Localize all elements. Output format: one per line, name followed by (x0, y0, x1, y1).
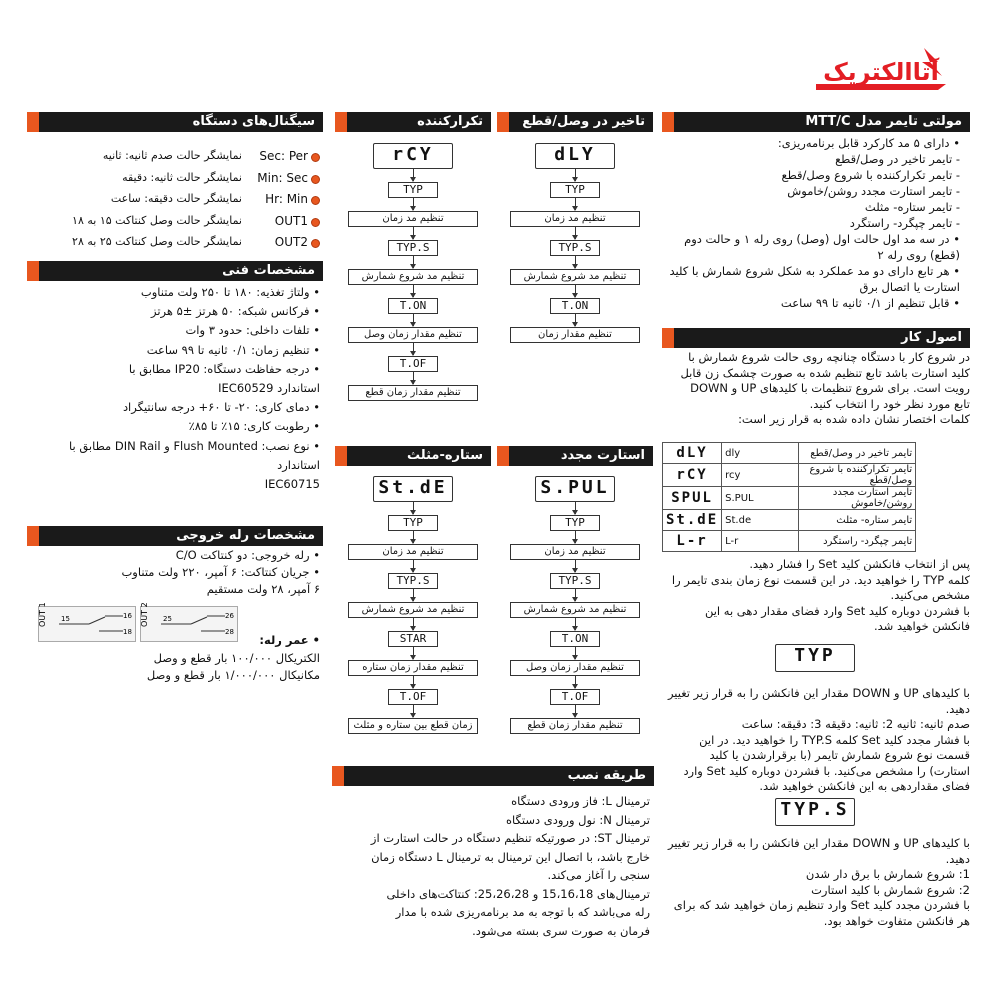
signal-led-icon (311, 153, 320, 162)
svg-text:15: 15 (61, 615, 70, 623)
flow-arrow (575, 169, 576, 181)
signal-key: OUT1 (274, 213, 308, 228)
flow-arrow (413, 705, 414, 717)
abbreviation-code: L-r (722, 531, 799, 552)
flow-step-code: T.ON (550, 298, 600, 314)
flow-step-code: T.OF (550, 689, 600, 705)
typs-line: با فشردن مجدد کلید Set وارد تنظیم زمان خواهید شد که برای (673, 898, 970, 912)
principle-line: کلمات اختصار نشان داده شده به قرار زیر است: (738, 412, 970, 426)
tech-spec-line: • فرکانس شبکه: ۵۰ هرتز ±۵ هرتز (30, 302, 320, 321)
abbreviation-desc: تایمر چپگرد- راستگرد (799, 531, 916, 552)
tech-spec-line: • نوع نصب: Flush Mounted و DIN Rail مطابق با استاندارد (30, 437, 320, 475)
svg-text:25: 25 (163, 615, 172, 623)
after-codes-text (656, 557, 970, 635)
model-feature-line: - تایمر ستاره- مثلث (864, 200, 960, 214)
install-line: رله می‌باشد که با توجه به مد برنامه‌ریزی شده با مدار (395, 905, 650, 919)
typs-line: 1: شروع شمارش با برق دار شدن (805, 867, 970, 881)
signal-key: Hr: Min (265, 192, 308, 206)
typ-line: دهید. (945, 701, 970, 716)
flow-step-code: TYP (550, 182, 600, 198)
flow-step-label: تنظیم مد زمان (510, 211, 640, 227)
flow-step-code: T.OF (388, 689, 438, 705)
install-line: فرمان به صورت سری بسته می‌شود. (472, 923, 650, 938)
section-header-repeat: تکرارکننده (335, 112, 491, 132)
svg-text:28: 28 (225, 628, 234, 636)
abbreviation-desc: تایمر تکرارکننده با شروع وصل/قطع (799, 464, 916, 487)
install-line: ترمینال ST: در صورتیکه تنظیم دستگاه در حالت استارت از (370, 831, 650, 845)
abbreviation-lcd: SPUL (663, 487, 722, 510)
flow-step-label: تنظیم مد شروع شمارش (348, 269, 478, 285)
principle-line: تابع مورد نظر خود را انتخاب کنید. (809, 396, 970, 411)
signal-row (30, 191, 320, 209)
typs-line: هر فانکشن متفاوت خواهد بود. (823, 913, 970, 928)
tech-spec-line: • درجه حفاظت دستگاه: IP20 مطابق با (30, 360, 320, 379)
flow-arrow (575, 502, 576, 514)
principle-text (660, 350, 970, 428)
flow-arrow (413, 372, 414, 384)
section-header-signals: سیگنال‌های دستگاه (27, 112, 323, 132)
install-text (336, 792, 650, 940)
model-feature-line: - تایمر تکرارکننده با شروع وصل/قطع (781, 168, 960, 182)
flow-step-code: STAR (388, 631, 438, 647)
flow-step-label: تنظیم مقدار زمان ستاره (348, 660, 478, 676)
section-header-ondelay: تاخیر در وصل/قطع (497, 112, 653, 132)
flow-arrow (575, 618, 576, 630)
flow-step-label: تنظیم مد شروع شمارش (510, 269, 640, 285)
flow-step-label: تنظیم مقدار زمان وصل (510, 660, 640, 676)
after-codes-line: مشخص می‌کنید. (890, 588, 970, 602)
section-header-restart: استارت مجدد (497, 446, 653, 466)
typ-line: با کلیدهای UP و DOWN مقدار این فانکشن را به قرار زیر تغییر (667, 686, 970, 700)
flow-lcd-display: rCY (373, 143, 453, 169)
abbreviation-code: St.de (722, 510, 799, 531)
install-line: ترمینال N: نول ورودی دستگاه (505, 812, 650, 827)
model-feature-line: (قطع) روی رله ۲ (877, 248, 960, 262)
tech-spec-line: • رطوبت کاری: ۱۵٪ تا ۸۵٪ (30, 417, 320, 436)
principle-line: رویت است. برای شروع تنظیمات با کلیدهای UP و DOWN (690, 381, 970, 395)
model-feature-line: • در سه مد اول حالت اول (وصل) روی رله ۱ و حالت دوم (660, 231, 960, 247)
flow-arrow (413, 531, 414, 543)
flow-lcd-display: S.PUL (535, 476, 615, 502)
signal-led-icon (311, 239, 320, 248)
flow-step-label: تنظیم مد زمان (510, 544, 640, 560)
flow-step-code: TYP (388, 515, 438, 531)
flow-step-code: TYP.S (550, 573, 600, 589)
tech-spec-list (30, 283, 320, 494)
install-line: ترمینال‌های 15،16،18 و 25،26،28: کنتاکت‌های داخلی (386, 886, 650, 901)
flow-step-code: TYP (550, 515, 600, 531)
flow-arrow (413, 502, 414, 514)
svg-text:OUT 1: OUT 1 (38, 602, 47, 627)
signal-desc: نمایشگر حالت دقیقه: ساعت (110, 192, 242, 205)
tech-spec-line: • ولتاژ تغذیه: ۱۸۰ تا ۲۵۰ ولت متناوب (30, 283, 320, 302)
section-header-install: طریقه نصب (332, 766, 654, 786)
output-spec-line: • رله خروجی: دو کنتاکت C/O (30, 547, 320, 564)
typ-line: با فشار مجدد کلید Set کلمه TYP.S را خواهید دید. در این (699, 732, 970, 747)
model-feature-line: • هر تابع دارای دو مد عملکرد به شکل شروع شمارش با کلید (660, 263, 960, 279)
typs-line: با کلیدهای UP و DOWN مقدار این فانکشن را به قرار زیر تغییر (667, 836, 970, 850)
abbreviation-lcd: L-r (663, 531, 722, 552)
flow-step-code: TYP (388, 182, 438, 198)
typs-description (656, 836, 970, 929)
signal-desc: نمایشگر حالت وصل کنتاکت ۱۵ به ۱۸ (72, 213, 242, 227)
svg-text:18: 18 (123, 628, 132, 636)
flow-step-code: T.OF (388, 356, 438, 372)
flow-step-label: تنظیم مقدار زمان (510, 327, 640, 343)
abbreviation-row (663, 443, 916, 464)
after-codes-line: با فشردن دوباره کلید Set وارد فضای مقدار دهی به این (704, 603, 970, 618)
install-line: خارج باشد، با اتصال این ترمینال به ترمینال L دستگاه زمان (371, 849, 650, 864)
signal-desc: نمایشگر حالت وصل کنتاکت ۲۵ به ۲۸ (72, 235, 242, 248)
relay-life-line: الکتریکال ۱۰۰/۰۰۰ بار قطع و وصل (153, 651, 320, 665)
svg-text:OUT 2: OUT 2 (140, 602, 149, 627)
after-codes-line: فانکشن خواهید شد. (873, 619, 970, 633)
flow-arrow (575, 647, 576, 659)
lcd-typs-display: TYP.S (775, 798, 855, 826)
after-codes-line: کلمه TYP را خواهید دید. در این قسمت نوع زمان بندی تایمر را (671, 572, 970, 587)
flow-arrow (413, 676, 414, 688)
typ-line: صدم ثانیه: ثانیه 2: ثانیه: دقیقه 3: دقیقه: ساعت (741, 717, 970, 731)
tech-spec-line: • دمای کاری: ۲۰- تا ۶۰+ درجه سانتیگراد (30, 398, 320, 417)
abbreviation-row (663, 531, 916, 552)
model-feature-line: - تایمر تاخیر در وصل/قطع (835, 152, 960, 166)
svg-text:16: 16 (123, 612, 132, 620)
signal-desc: نمایشگر حالت صدم ثانیه: ثانیه (102, 149, 242, 162)
abbreviation-desc: تایمر استارت مجدد روشن/خاموش (799, 487, 916, 510)
tech-spec-line: • تنظیم زمان: ۰/۱ ثانیه تا ۹۹ ساعت (30, 341, 320, 360)
signal-led-icon (311, 175, 320, 184)
signal-key: Min: Sec (257, 170, 308, 185)
flow-step-label: تنظیم مد شروع شمارش (510, 602, 640, 618)
signal-row (30, 213, 320, 231)
flow-lcd-display: dLY (535, 143, 615, 169)
signal-desc: نمایشگر حالت ثانیه: دقیقه (122, 170, 242, 184)
install-line: ترمینال L: فاز ورودی دستگاه (511, 794, 650, 808)
tech-spec-line: • تلفات داخلی: حدود ۳ وات (30, 321, 320, 340)
flow-step-label: تنظیم مقدار زمان وصل (348, 327, 478, 343)
flow-arrow (413, 169, 414, 181)
flow-step-label: زمان قطع بین ستاره و مثلث (348, 718, 478, 734)
signal-key: Sec: Per (259, 149, 308, 163)
flow-step-label: تنظیم مد زمان (348, 211, 478, 227)
relay-life-line: مکانیکال ۱/۰۰۰/۰۰۰ بار قطع و وصل (146, 668, 320, 682)
flow-arrow (575, 676, 576, 688)
svg-text:26: 26 (225, 612, 234, 620)
flow-arrow (413, 285, 414, 297)
abbreviation-row (663, 464, 916, 487)
principle-line: کلید استارت باشد تابع تنظیم شده به صورت چشمک زن قابل (680, 365, 970, 380)
abbreviation-lcd: rCY (663, 464, 722, 487)
flow-step-code: TYP.S (388, 573, 438, 589)
flow-step-code: TYP.S (388, 240, 438, 256)
section-header-model: مولتی تایمر مدل MTT/C (662, 112, 970, 132)
abbreviation-lcd: dLY (663, 443, 722, 464)
section-header-principle: اصول کار (662, 328, 970, 348)
typ-line: استارت) را مشخص می‌کنید. با فشردن دوباره کلید Set وارد (683, 763, 970, 778)
flow-step-code: T.ON (550, 631, 600, 647)
flow-arrow (413, 256, 414, 268)
flow-arrow (413, 198, 414, 210)
flow-arrow (413, 647, 414, 659)
abbreviation-row (663, 487, 916, 510)
flow-arrow (575, 285, 576, 297)
section-header-output: مشخصات رله خروجی (27, 526, 323, 546)
flow-arrow (575, 256, 576, 268)
flow-step-code: T.ON (388, 298, 438, 314)
flow-arrow (413, 343, 414, 355)
abbreviation-code: rcy (722, 464, 799, 487)
after-codes-line: پس از انتخاب فانکشن کلید Set را فشار دهید. (749, 557, 970, 571)
lcd-typ-display: TYP (775, 644, 855, 672)
model-feature-list (660, 135, 960, 311)
flow-lcd-display: St.dE (373, 476, 453, 502)
model-feature-line: • دارای ۵ مد کارکرد قابل برنامه‌ریزی: (660, 135, 960, 151)
typ-description (656, 686, 970, 795)
model-feature-line: - تایمر استارت مجدد روشن/خاموش (787, 184, 960, 198)
typs-line: دهید. (945, 851, 970, 866)
principle-line: در شروع کار با دستگاه چنانچه روی حالت شروع شمارش با (688, 350, 970, 364)
flow-arrow (413, 560, 414, 572)
abbreviation-table (662, 442, 916, 552)
model-feature-line: - تایمر چپگرد- راستگرد (849, 216, 960, 230)
output-spec-list (30, 547, 320, 598)
flow-step-label: تنظیم مد زمان (348, 544, 478, 560)
relay-life-list (30, 650, 320, 684)
abbreviation-code: S.PUL (722, 487, 799, 510)
flow-arrow (575, 198, 576, 210)
signal-led-icon (311, 196, 320, 205)
install-line: سنجی را آغاز می‌کند. (547, 868, 650, 882)
signal-row (30, 170, 320, 188)
model-feature-line: • قابل تنظیم از ۰/۱ ثانیه تا ۹۹ ساعت (660, 295, 960, 311)
abbreviation-lcd: St.dE (663, 510, 722, 531)
tech-spec-line: IEC60715 (264, 477, 320, 492)
typs-line: 2: شروع شمارش با کلید استارت (811, 882, 970, 897)
flow-arrow (413, 589, 414, 601)
tech-spec-line: استاندارد IEC60529 (218, 381, 320, 396)
flow-step-label: تنظیم مد شروع شمارش (348, 602, 478, 618)
flow-arrow (575, 589, 576, 601)
flow-arrow (575, 314, 576, 326)
flow-arrow (413, 618, 414, 630)
abbreviation-desc: تایمر تاخیر در وصل/قطع (799, 443, 916, 464)
typ-line: فضای مقداردهی به این فانکشن خواهید شد. (759, 779, 970, 793)
flow-arrow (575, 560, 576, 572)
flow-step-label: تنظیم مقدار زمان قطع (510, 718, 640, 734)
flow-arrow (413, 227, 414, 239)
section-header-stardelta: ستاره-مثلث (335, 446, 491, 466)
signal-row (30, 148, 320, 166)
flow-arrow (575, 227, 576, 239)
company-logo (806, 40, 956, 95)
abbreviation-code: dly (722, 443, 799, 464)
abbreviation-row (663, 510, 916, 531)
relay-life-title: • عمر رله: (30, 632, 320, 648)
flow-arrow (575, 705, 576, 717)
output-spec-line: ۶ آمپر، ۲۸ ولت مستقیم (206, 582, 320, 596)
typ-line: قسمت نوع شروع شمارش تایمر (با برقرارشدن یا کلید (709, 748, 970, 762)
section-header-tech: مشخصات فنی (27, 261, 323, 281)
flow-step-label: تنظیم مقدار زمان قطع (348, 385, 478, 401)
flow-arrow (575, 531, 576, 543)
signal-key: OUT2 (274, 235, 308, 249)
logo-text: آتاالکتریک (823, 58, 939, 86)
abbreviation-desc: تایمر ستاره- مثلث (799, 510, 916, 531)
signal-row (30, 234, 320, 252)
flow-step-code: TYP.S (550, 240, 600, 256)
signal-led-icon (311, 218, 320, 227)
model-feature-line: استارت یا اتصال برق (859, 280, 960, 294)
output-spec-line: • جریان کنتاکت: ۶ آمپر، ۲۲۰ ولت متناوب (30, 564, 320, 581)
flow-arrow (413, 314, 414, 326)
